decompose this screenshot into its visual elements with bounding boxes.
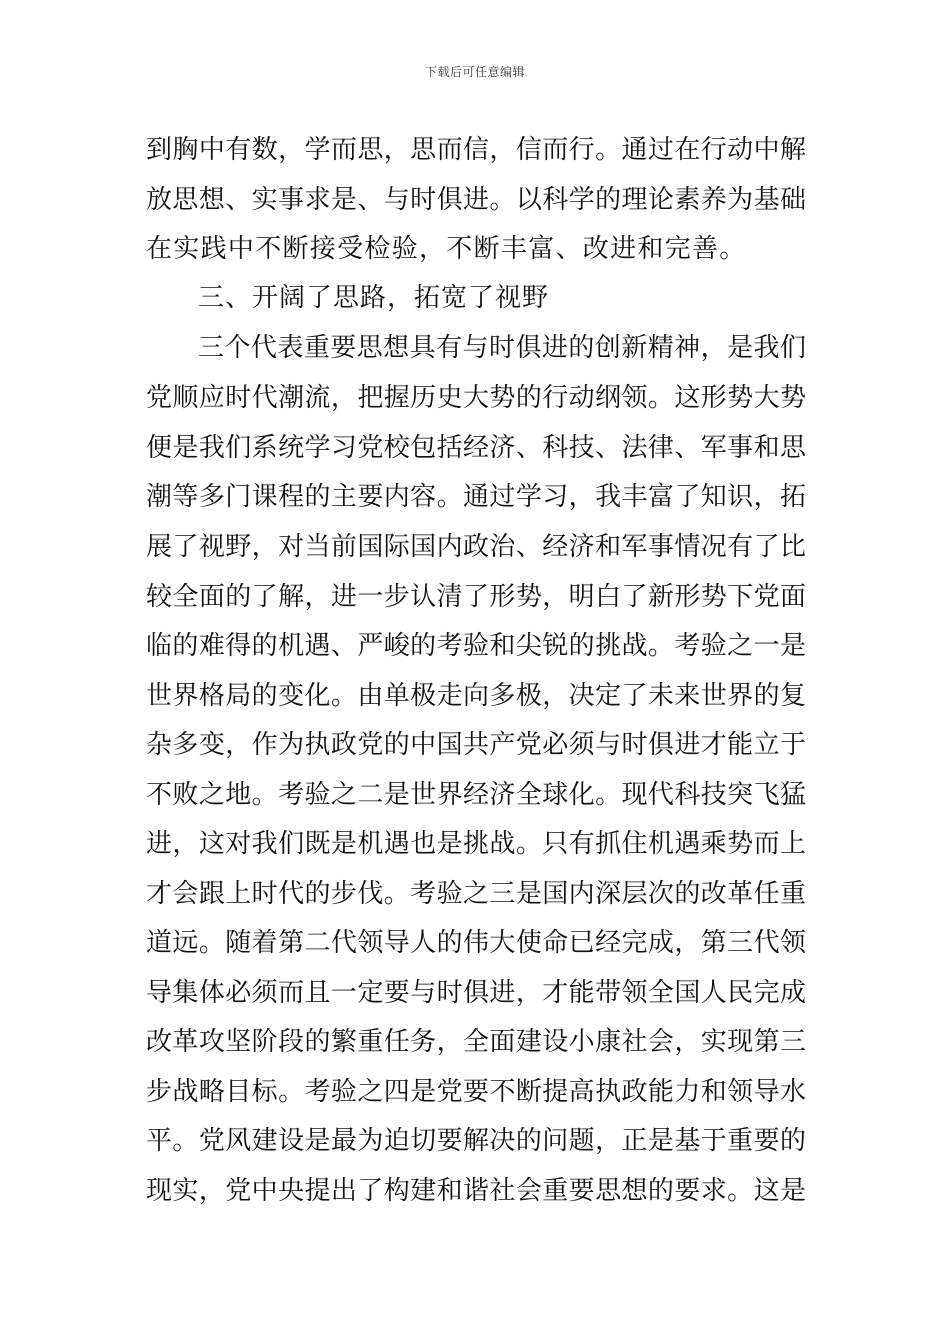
text-line: 临的难得的机遇、严峻的考验和尖锐的挑战。考验之一是 xyxy=(146,631,806,661)
section-heading: 三、开阔了思路，拓宽了视野 xyxy=(198,283,550,313)
text-line: 步战略目标。考验之四是党要不断提高执政能力和领导水 xyxy=(146,1077,806,1107)
text-line: 改革攻坚阶段的繁重任务，全面建设小康社会，实现第三 xyxy=(146,1027,806,1057)
text-line: 不败之地。考验之二是世界经济全球化。现代科技突飞猛 xyxy=(146,780,806,810)
text-line: 才会跟上时代的步伐。考验之三是国内深层次的改革任重 xyxy=(146,879,806,909)
page-header: 下载后可任意编辑 xyxy=(424,65,525,79)
text-line: 党顺应时代潮流，把握历史大势的行动纲领。这形势大势 xyxy=(146,383,806,413)
text-line: 进，这对我们既是机遇也是挑战。只有抓住机遇乘势而上 xyxy=(146,829,806,859)
text-line: 平。党风建设是最为迫切要解决的问题，正是基于重要的 xyxy=(146,1126,806,1156)
text-line: 世界格局的变化。由单极走向多极，决定了未来世界的复 xyxy=(146,681,806,711)
text-line: 杂多变，作为执政党的中国共产党必须与时俱进才能立于 xyxy=(146,730,806,760)
text-line: 道远。随着第二代领导人的伟大使命已经完成，第三代领 xyxy=(146,928,806,958)
text-line: 较全面的了解，进一步认清了形势，明白了新形势下党面 xyxy=(146,582,806,612)
text-line: 展了视野，对当前国际国内政治、经济和军事情况有了比 xyxy=(146,532,806,562)
text-line: 便是我们系统学习党校包括经济、科技、法律、军事和思 xyxy=(146,433,806,463)
text-line: 现实，党中央提出了构建和谐社会重要思想的要求。这是 xyxy=(146,1176,806,1206)
text-line: 导集体必须而且一定要与时俱进，才能带领全国人民完成 xyxy=(146,978,806,1008)
text-line: 放思想、实事求是、与时俱进。以科学的理论素养为基础 xyxy=(146,185,806,215)
text-line: 潮等多门课程的主要内容。通过学习，我丰富了知识，拓 xyxy=(146,482,806,512)
text-line: 到胸中有数，学而思，思而信，信而行。通过在行动中解 xyxy=(146,135,806,165)
text-line: 三个代表重要思想具有与时俱进的创新精神，是我们 xyxy=(198,333,806,363)
text-line: 在实践中不断接受检验，不断丰富、改进和完善。 xyxy=(146,234,747,264)
